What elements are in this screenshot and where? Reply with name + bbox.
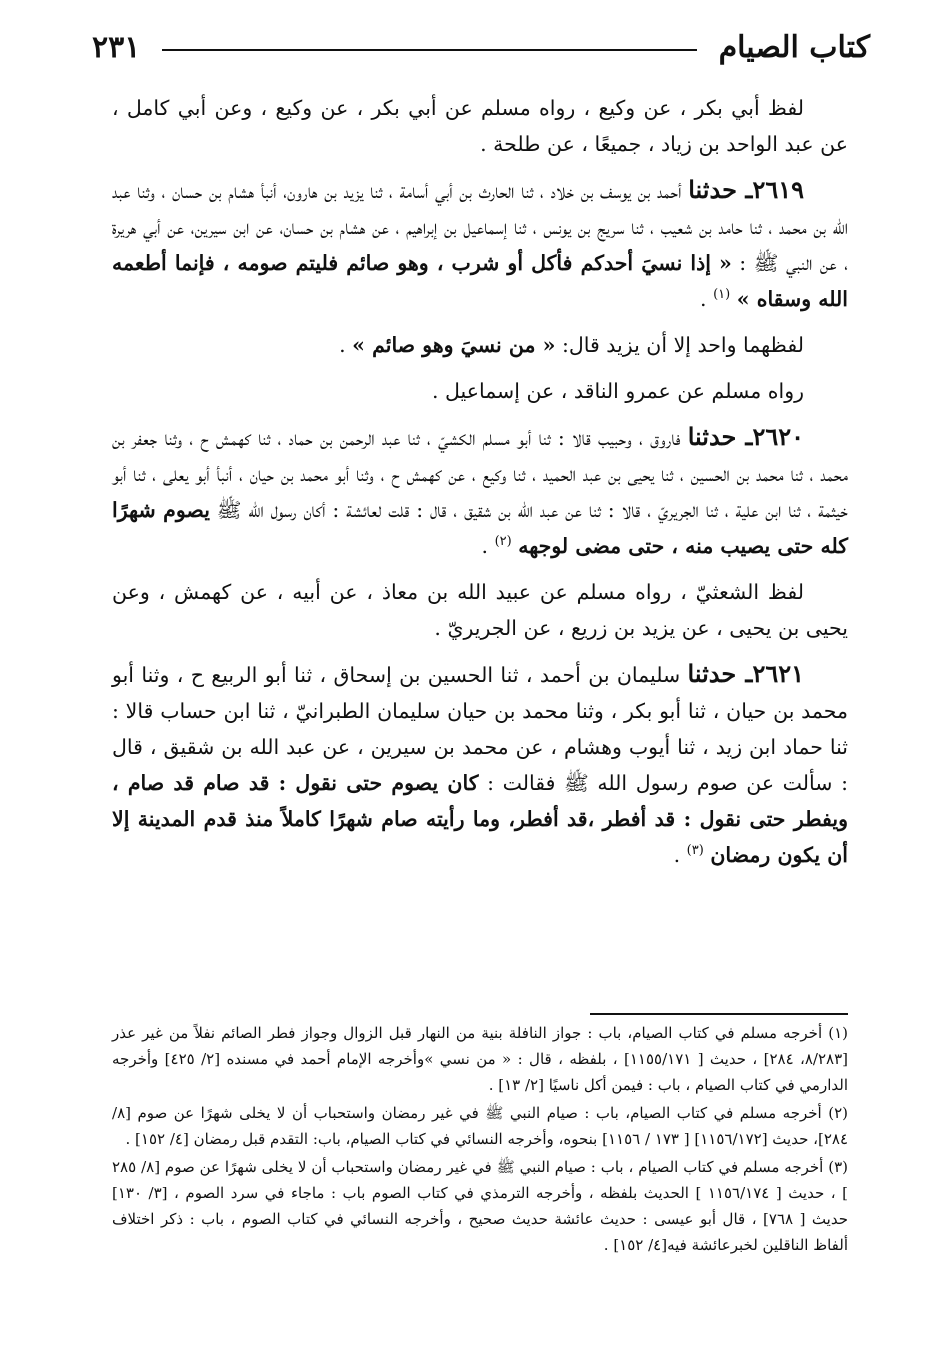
chapter-title: كتاب الصيام <box>718 29 870 65</box>
main-text <box>112 90 848 883</box>
hadith-end: . <box>673 843 687 867</box>
page-number: ٢٣١ <box>92 29 141 65</box>
footnote-number: (١) <box>828 1024 848 1042</box>
hadith-number: ٢٦٢١ <box>752 659 805 688</box>
footnotes <box>112 1020 848 1260</box>
footnote-ref[interactable]: (١) <box>713 287 731 303</box>
hadith-matn: كان يصوم حتى نقول : قد صام قد صام ، ويفطر حتى نقول : قد أفطر ،قد أفطر، وما رأيته صام شهرًا كاملاً منذ قدم المدينة إلا أن يكون رمضان <box>112 771 848 867</box>
footnote-text: أخرجه مسلم في كتاب الصيام، باب : صيام النبي ﷺ في غير رمضان واستحباب أن لا يخلى شهرًا عن صوم [٨/ ٢٨٤]، حديث [١١٥٦/١٧٢] [ ١٧٣ / ١١٥٦] بنحوه، وأخرجه النسائي في كتاب الصيام، باب: التقدم قبل رمضان [٤/ ١٥٢] . <box>112 1104 848 1148</box>
hadith-number: ٢٦١٩ <box>752 175 804 204</box>
footnote-number: (٢) <box>828 1104 848 1122</box>
hadith-label: ـ حدثنا <box>687 659 753 688</box>
hadith-2621 <box>112 656 848 873</box>
hadith-2620 <box>112 419 848 564</box>
footnote-text: أخرجه مسلم في كتاب الصيام، باب : جواز النافلة بنية من النهار قبل الزوال وجواز فطر الصائم نفلاً من غير عذر [٨/٢٨٣، ٢٨٤] ، حديث [ ١١٥٥/١٧١] ، بلفظه ، قال : « من نسي »وأخرجه الإمام أحمد في مسنده [٢/ ٤٢٥] وأخرجه الدارمي في كتاب الصيام ، باب : فيمن أكل ناسيًا [٢/ ١٣] . <box>112 1024 849 1094</box>
hadith-end: . <box>700 287 714 311</box>
running-header <box>92 22 870 72</box>
footnote-3 <box>112 1154 848 1258</box>
footnote-ref[interactable]: (٣) <box>686 843 704 859</box>
paragraph-quote: « من نسيَ وهو صائم » <box>352 333 556 357</box>
hadith-matn: يصوم شهرًا كله حتى يصيب منه ، حتى مضى لوجهه <box>112 498 848 558</box>
footnote-ref[interactable]: (٢) <box>494 534 512 550</box>
hadith-label: ـ حدثنا <box>687 422 753 451</box>
paragraph-text: لفظهما واحد إلا أن يزيد قال: <box>555 333 804 357</box>
paragraph-2619a <box>112 327 848 363</box>
footnote-divider <box>590 1013 848 1015</box>
paragraph-2620a <box>112 574 848 646</box>
footnote-text: أخرجه مسلم في كتاب الصيام ، باب : صيام النبي ﷺ في غير رمضان واستحباب أن لا يخلى شهرًا عن صوم [٨/ ٢٨٥ ] ، حديث [ ١١٥٦/١٧٤ ] الحديث بلفظه ، وأخرجه الترمذي في كتاب الصوم باب : ماجاء في سرد الصوم ، [٣/ ١٣٠] حديث [ ٧٦٨] ، قال أبو عيسى : حديث عائشة حديث صحيح ، وأخرجه النسائي في كتاب الصوم ، باب : ذكر اختلاف ألفاظ الناقلين لخبرعائشة فيه[٤/ ١٥٢] . <box>112 1158 848 1254</box>
footnote-number: (٣) <box>828 1158 848 1176</box>
header-rule <box>162 49 696 51</box>
hadith-end: . <box>481 534 495 558</box>
hadith-chain: فاروق ، وحبيب قالا : ثنا أبو مسلم الكشيّ ، ثنا عبد الرحمن بن حماد ، ثنا كهمش ح ، وثنا جعفر بن محمد ، ثنا محمد بن الحسين ، ثنا يحيى بن عبد الحميد ، ثنا وكيع ، عن كهمش ح ، وثنا أبو محمد بن حيان ، أنبأ أبو يعلى ، ثنا أبو خيثمة ، ثنا ابن علية ، ثنا الجريريّ ، قالا : ثنا عن عبد الله بن شقيق ، قال : قلت لعائشة : أكان رسول الله ﷺ <box>112 426 848 522</box>
paragraph-intro <box>112 90 848 162</box>
paragraph-2619b <box>112 373 848 409</box>
footnote-2 <box>112 1100 848 1152</box>
paragraph-intro-text: لفظ أبي بكر ، عن وكيع ، رواه مسلم عن أبي بكر ، عن وكيع ، وعن أبي كامل ، عن عبد الواحد بن زياد ، جميعًا ، عن طلحة . <box>112 96 848 156</box>
hadith-chain: أحمد بن يوسف بن خلاد ، ثنا الحارث بن أبي أسامة ، ثنا يزيد بن هارون، أنبأ هشام بن حسان ، وثنا عبد الله بن محمد ، ثنا حامد بن شعيب ، ثنا سريج بن يونس ، ثنا إسماعيل بن إبراهيم ، عن هشام بن حسان، عن ابن سيرين، عن أبي هريرة ، عن النبي ﷺ : <box>112 179 848 275</box>
hadith-2619 <box>112 172 848 317</box>
hadith-label: ـ حدثنا <box>688 175 753 204</box>
hadith-number: ٢٦٢٠ <box>752 422 804 451</box>
footnote-1 <box>112 1020 848 1098</box>
paragraph-end: . <box>339 333 353 357</box>
hadith-chain: سليمان بن أحمد ، ثنا الحسين بن إسحاق ، ثنا أبو الربيع ح ، وثنا أبو محمد بن حيان ، ثنا أبو بكر ، وثنا محمد بن حيان سليمان الطبرانيّ ، ثنا ابن حساب قالا : ثنا حماد ابن زيد ، ثنا أيوب وهشام ، عن محمد بن سيرين ، عن عبد الله بن شقيق ، قال : سألت عن صوم رسول الله ﷺ فقالت : <box>112 663 848 795</box>
paragraph-text: لفظ الشعثيّ ، رواه مسلم عن عبيد الله بن معاذ ، عن أبيه ، عن كهمش ، وعن يحيى بن يحيى ، عن يزيد بن زريع ، عن الجريريّ . <box>112 580 848 640</box>
hadith-quote: « إذا نسيَ أحدكم فأكل أو شرب ، وهو صائم فليتم صومه ، فإنما أطعمه الله وسقاه » <box>112 251 848 311</box>
paragraph-text: رواه مسلم عن عمرو الناقد ، عن إسماعيل . <box>431 379 804 403</box>
